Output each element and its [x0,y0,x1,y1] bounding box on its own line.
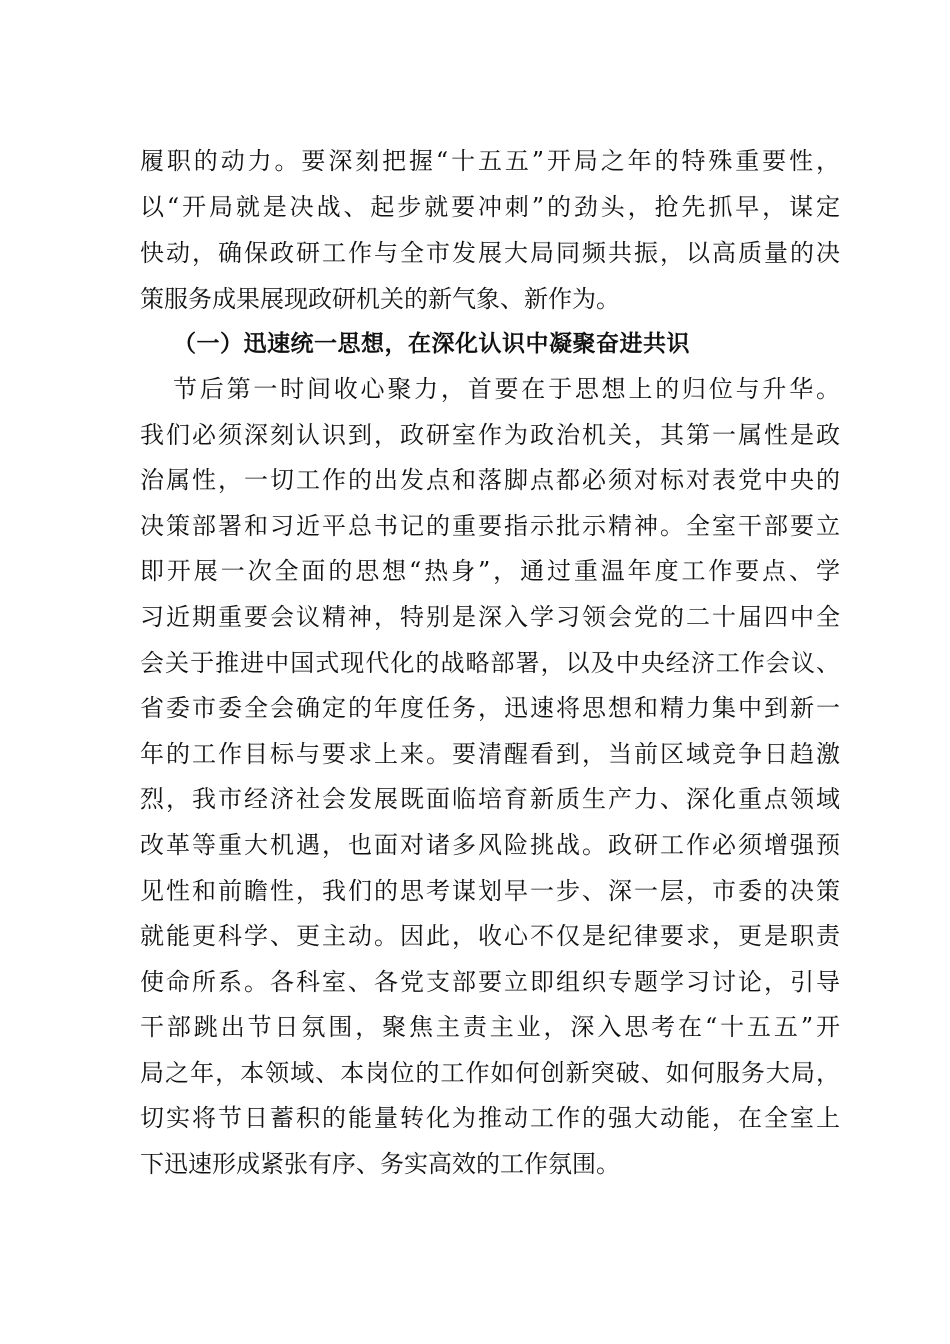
main-paragraph-line: 切实将节日蓄积的能量转化为推动工作的强大动能，在全室上 [140,1104,840,1132]
intro-paragraph-line: 以“开局就是决战、起步就要冲刺”的劲头，抢先抓早，谋定 [140,193,840,221]
intro-paragraph-line: 快动，确保政研工作与全市发展大局同频共振，以高质量的决 [140,239,840,267]
main-paragraph-line: 烈，我市经济社会发展既面临培育新质生产力、深化重点领域 [140,785,840,813]
main-paragraph-line: 就能更科学、更主动。因此，收心不仅是纪律要求，更是职责 [140,922,840,950]
main-paragraph-line: 会关于推进中国式现代化的战略部署，以及中央经济工作会议、 [140,649,840,677]
main-paragraph-line: 使命所系。各科室、各党支部要立即组织专题学习讨论，引导 [140,968,840,996]
main-paragraph-line: 治属性，一切工作的出发点和落脚点都必须对标对表党中央的 [140,466,840,494]
main-paragraph-line: 节后第一时间收心聚力，首要在于思想上的归位与升华。 [173,375,840,403]
main-paragraph-line: 局之年，本领域、本岗位的工作如何创新突破、如何服务大局， [140,1059,840,1087]
main-paragraph-line: 即开展一次全面的思想“热身”，通过重温年度工作要点、学 [140,557,840,585]
main-paragraph-line: 下迅速形成紧张有序、务实高效的工作氛围。 [140,1150,620,1178]
main-paragraph-line: 改革等重大机遇，也面对诸多风险挑战。政研工作必须增强预 [140,831,840,859]
main-paragraph-line: 干部跳出节日氛围，聚焦主责主业，深入思考在“十五五”开 [140,1013,840,1041]
main-paragraph-line: 习近期重要会议精神，特别是深入学习领会党的二十届四中全 [140,603,840,631]
main-paragraph-line: 年的工作目标与要求上来。要清醒看到，当前区域竞争日趋激 [140,740,840,768]
intro-paragraph-line: 策服务成果展现政研机关的新气象、新作为。 [140,285,620,313]
intro-paragraph-line: 履职的动力。要深刻把握“十五五”开局之年的特殊重要性， [140,147,840,175]
main-paragraph-line: 见性和前瞻性，我们的思考谋划早一步、深一层，市委的决策 [140,877,840,905]
main-paragraph-line: 决策部署和习近平总书记的重要指示批示精神。全室干部要立 [140,512,840,540]
section-heading: （一）迅速统一思想，在深化认识中凝聚奋进共识 [173,331,690,357]
main-paragraph-line: 我们必须深刻认识到，政研室作为政治机关，其第一属性是政 [140,421,840,449]
main-paragraph-line: 省委市委全会确定的年度任务，迅速将思想和精力集中到新一 [140,694,840,722]
